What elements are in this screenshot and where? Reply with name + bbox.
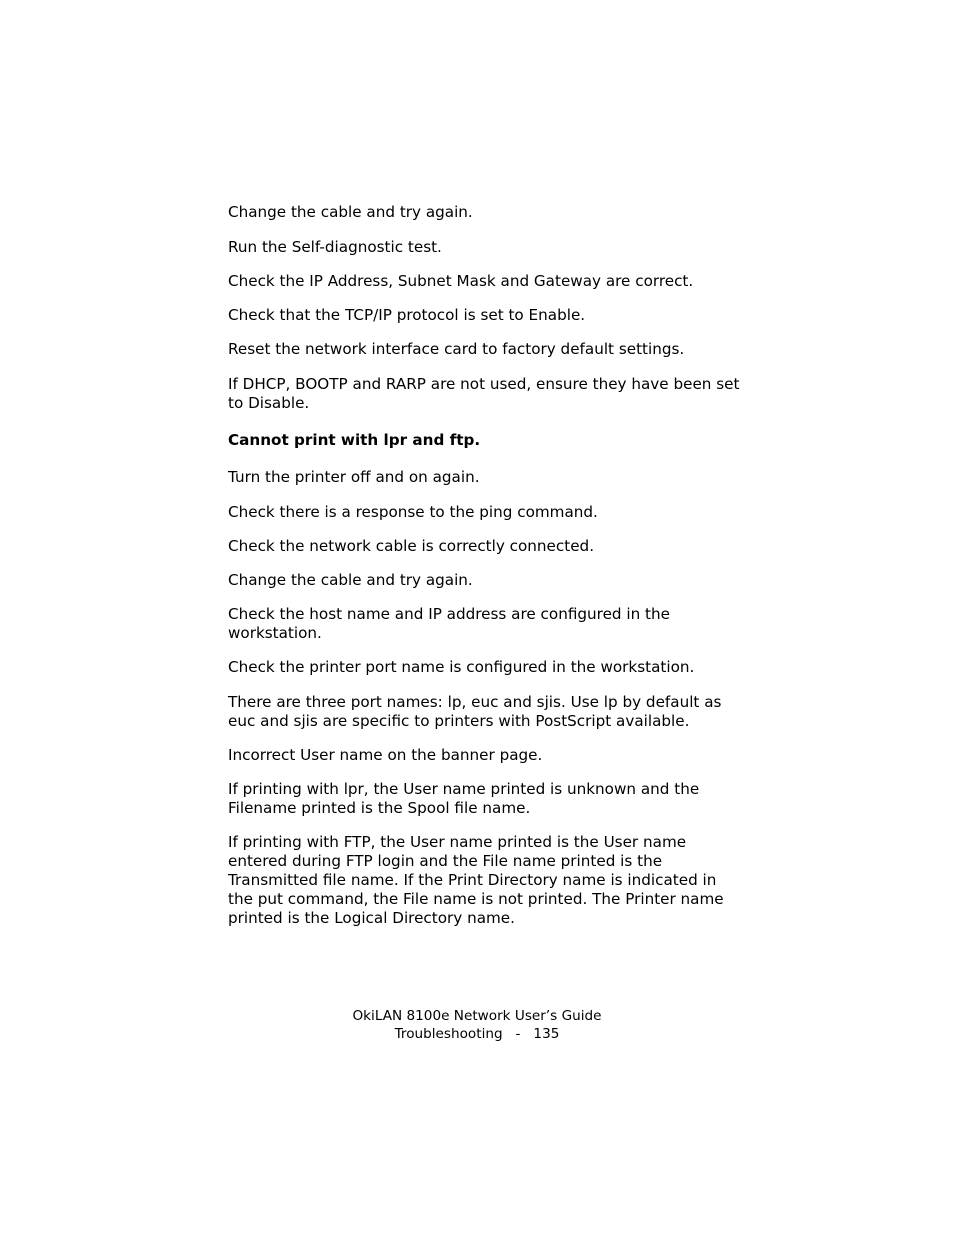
paragraph-incorrect-user: Incorrect User name on the banner page. (228, 746, 543, 764)
paragraph-network-cable: Check the network cable is correctly connected. (228, 537, 595, 555)
paragraph-check-tcpip: Check that the TCP/IP protocol is set to Enable. (228, 306, 586, 324)
paragraph-dhcp-bootp-rarp: If DHCP, BOOTP and RARP are not used, ensure they have been set to Disable. (228, 375, 740, 412)
paragraph-port-name: Check the printer port name is configured in the workstation. (228, 658, 695, 676)
paragraph-lpr-user: If printing with lpr, the User name printed is unknown and the Filename printed is the Spool file name. (228, 780, 700, 817)
paragraph-host-name: Check the host name and IP address are configured in the workstation. (228, 605, 670, 642)
paragraph-self-diagnostic: Run the Self-diagnostic test. (228, 238, 442, 256)
page-footer (0, 1008, 954, 1043)
footer-guide-title: OkiLAN 8100e Network User’s Guide (352, 1008, 602, 1024)
paragraph-reset-nic: Reset the network interface card to factory default settings. (228, 340, 685, 358)
paragraph-change-cable-2: Change the cable and try again. (228, 571, 473, 589)
paragraph-ping: Check there is a response to the ping command. (228, 503, 598, 521)
paragraph-three-port-names: There are three port names: lp, euc and sjis. Use lp by default as euc and sjis are specific to printers with PostScript available. (228, 693, 722, 730)
paragraph-printer-off-on: Turn the printer off and on again. (228, 468, 480, 486)
paragraph-ftp-user: If printing with FTP, the User name printed is the User name entered during FTP login and the File name printed is the Transmitted file name. If the Print Directory name is indicated in the put command, the File name is not printed. The Printer name printed is the Logical Directory name. (228, 833, 724, 927)
footer-section-page: Troubleshooting - 135 (394, 1025, 560, 1042)
paragraph-change-cable: Change the cable and try again. (228, 203, 473, 221)
paragraph-check-ip: Check the IP Address, Subnet Mask and Gateway are correct. (228, 272, 694, 290)
section-heading: Cannot print with lpr and ftp. (228, 431, 481, 449)
